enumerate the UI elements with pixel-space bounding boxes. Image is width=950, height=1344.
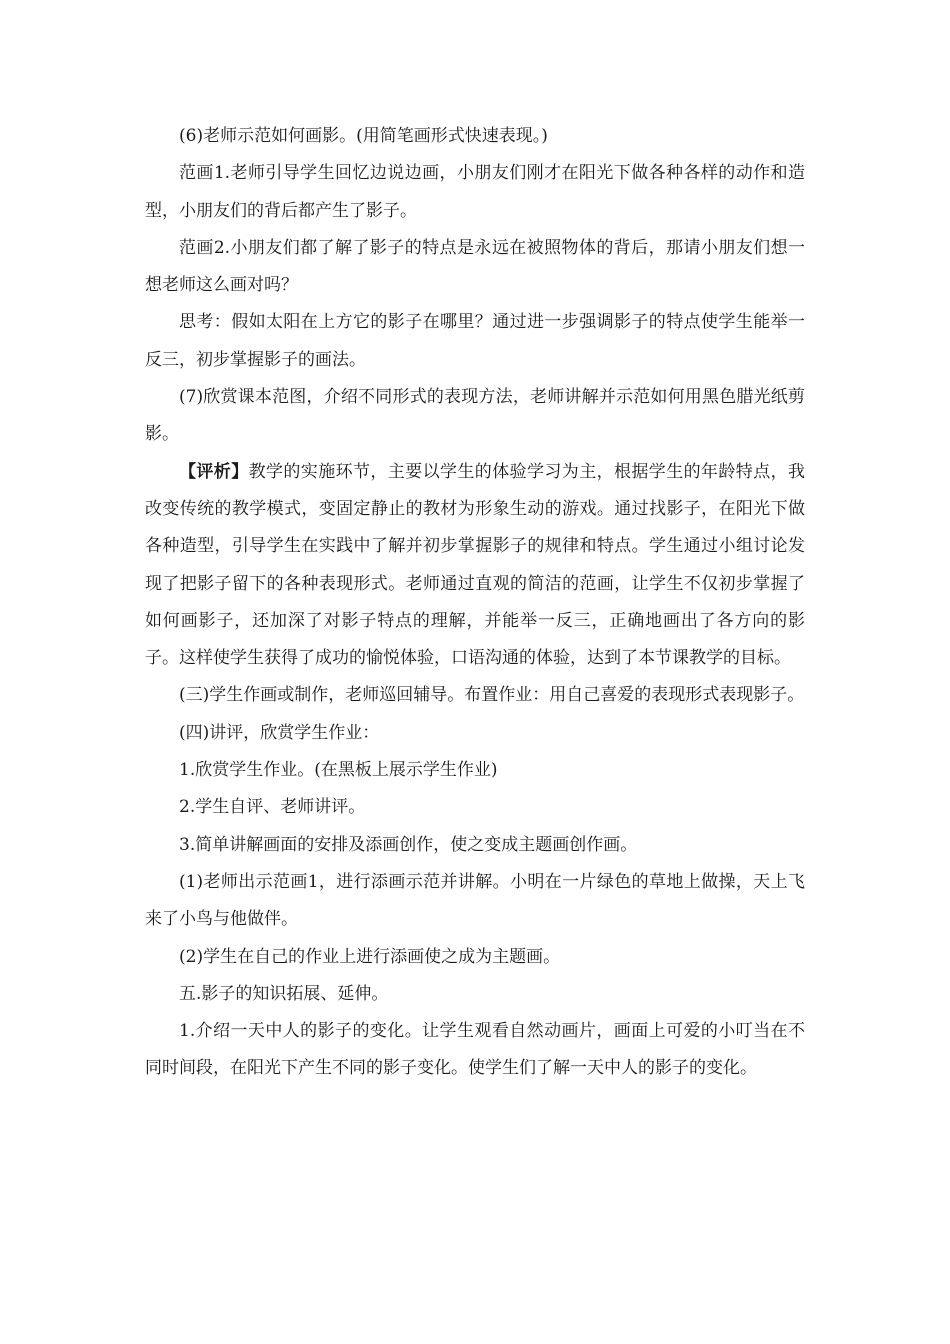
paragraph-item-2 (145, 789, 805, 826)
paragraph-text: 五.影子的知识拓展、延伸。 (179, 983, 389, 1004)
paragraph-example-2 (145, 230, 805, 305)
paragraph-extension-1 (145, 1013, 805, 1088)
paragraph-section-5 (145, 976, 805, 1013)
paragraph-text: (1)老师出示范画1，进行添画示范并讲解。小明在一片绿色的草地上做操，天上飞来了小鸟与他做伴。 (145, 871, 805, 930)
paragraph-text: 教学的实施环节，主要以学生的体验学习为主，根据学生的年龄特点，我改变传统的教学模式，变固定静止的教材为形象生动的游戏。通过找影子，在阳光下做各种造型，引导学生在实践中了解并初步掌握影子的规律和特点。学生通过小组讨论发现了把影子留下的各种表现形式。老师通过直观的简洁的范画，让学生不仅初步掌握了如何画影子，还加深了对影子特点的理解，并能举一反三，正确地画出了各方向的影子。这样使学生获得了成功的愉悦体验，口语沟通的体验，达到了本节课教学的目标。 (145, 461, 806, 669)
paragraph-subitem-2 (145, 939, 805, 976)
paragraph-section-3 (145, 677, 805, 714)
paragraph-text: 范画1.老师引导学生回忆边说边画，小朋友们刚才在阳光下做各种各样的动作和造型，小朋友们的背后都产生了影子。 (145, 163, 805, 221)
commentary-label: 【评析】 (179, 461, 249, 482)
paragraph-step-6 (145, 118, 805, 155)
paragraph-commentary (145, 454, 805, 678)
paragraph-section-4 (145, 715, 805, 752)
paragraph-text: (7)欣赏课本范图，介绍不同形式的表现方法，老师讲解并示范如何用黑色腊光纸剪影。 (145, 387, 805, 445)
paragraph-subitem-1 (145, 864, 805, 939)
paragraph-text: (四)讲评，欣赏学生作业： (179, 722, 380, 743)
paragraph-text: 思考：假如太阳在上方它的影子在哪里？通过进一步强调影子的特点使学生能举一反三，初步掌握影子的画法。 (145, 312, 805, 370)
paragraph-text: 1.介绍一天中人的影子的变化。让学生观看自然动画片，画面上可爱的小叮当在不同时间段，在阳光下产生不同的影子变化。使学生们了解一天中人的影子的变化。 (145, 1021, 805, 1079)
paragraph-item-3 (145, 827, 805, 864)
paragraph-thinking (145, 304, 805, 379)
paragraph-text: (三)学生作画或制作，老师巡回辅导。布置作业：用自己喜爱的表现形式表现影子。 (179, 685, 805, 706)
paragraph-step-7 (145, 379, 805, 454)
paragraph-text: (6)老师示范如何画影。(用简笔画形式快速表现。) (179, 126, 548, 146)
paragraph-text: 1.欣赏学生作业。(在黑板上展示学生作业) (179, 760, 498, 781)
paragraph-text: 范画2.小朋友们都了解了影子的特点是永远在被照物体的背后，那请小朋友们想一想老师这么画对吗？ (145, 237, 805, 296)
paragraph-example-1 (145, 155, 805, 230)
paragraph-text: 2.学生自评、老师讲评。 (179, 797, 366, 818)
paragraph-text: (2)学生在自己的作业上进行添画使之成为主题画。 (179, 946, 561, 967)
paragraph-item-1 (145, 752, 805, 789)
paragraph-text: 3.简单讲解画面的安排及添画创作，使之变成主题画创作画。 (179, 834, 638, 855)
document-body (145, 118, 805, 1088)
